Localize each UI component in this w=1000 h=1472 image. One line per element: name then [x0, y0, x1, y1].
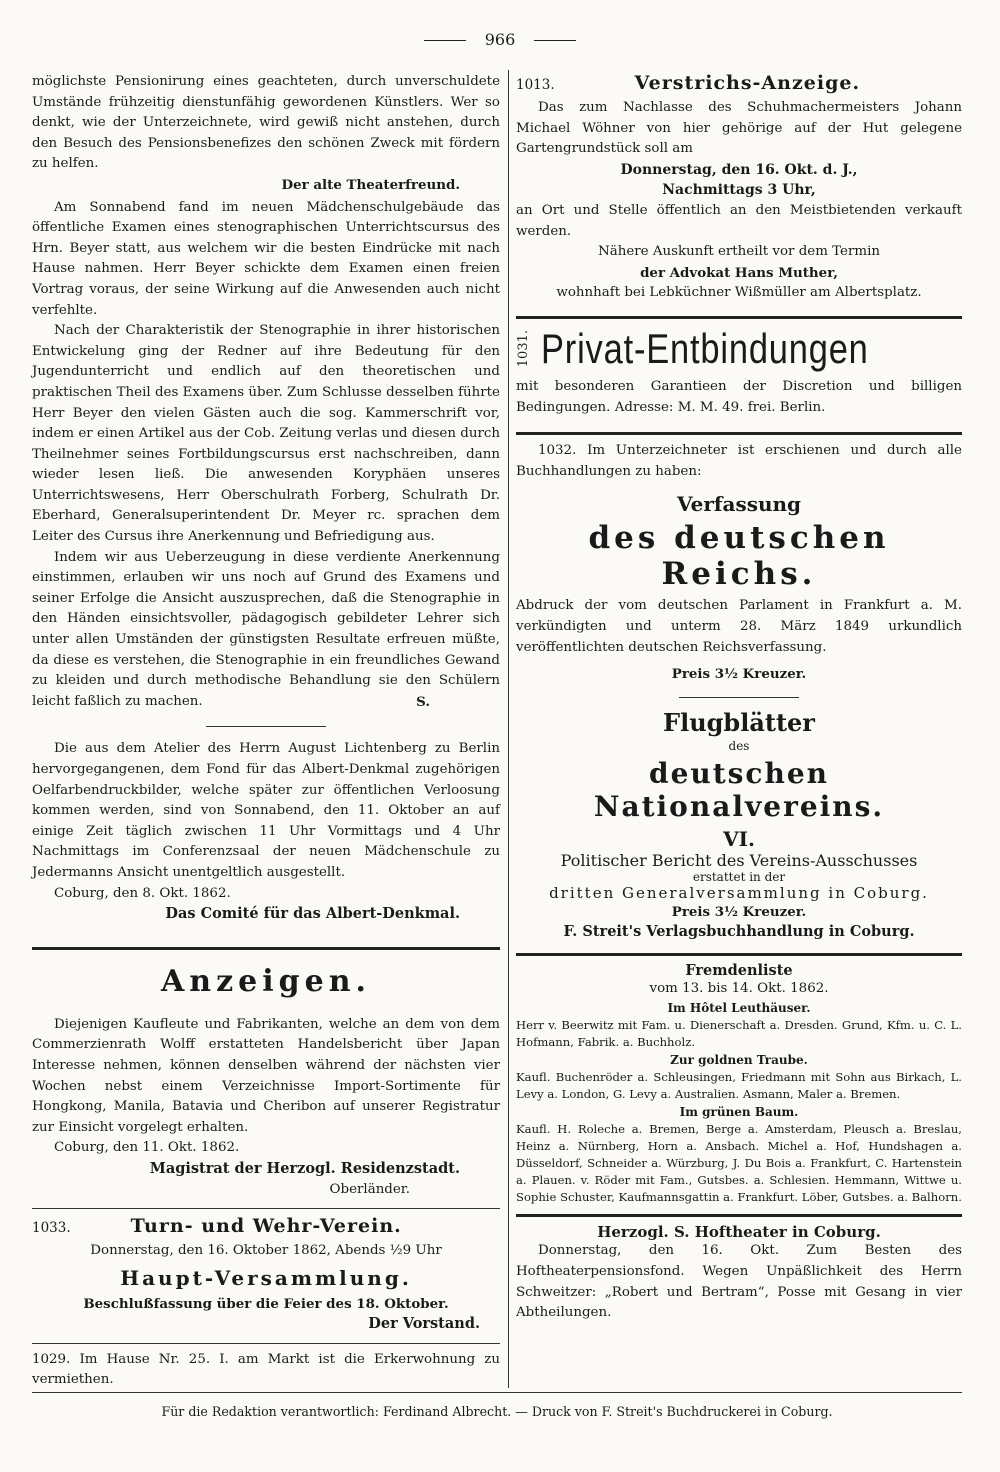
theater-text: Donnerstag, den 16. Okt. Zum Besten des Hoftheaterpensionsfond. Wegen Unpäßlichkeit des Herrn Schweitzer: „Robert und Bertram“, Posse mit Gesang in vier Abtheilungen.: [516, 1243, 962, 1321]
ad-1013-address: wohnhaft bei Lebküchner Wißmüller am Albertsplatz.: [556, 285, 922, 301]
fremdenliste-separator: [516, 953, 962, 956]
ad-1032-price: Preis 3½ Kreuzer.: [671, 666, 807, 683]
ad-1032-intro: 1032. Im Unterzeichneter ist erschienen und durch alle Buchhandlungen zu haben:: [516, 443, 962, 479]
ad-1032-title-5: Politischer Bericht des Vereins-Ausschusses: [560, 850, 918, 870]
column-divider: [508, 70, 509, 1388]
ad-1032-separator: [679, 697, 799, 698]
handelsbericht-date: Coburg, den 11. Okt. 1862.: [54, 1140, 240, 1156]
ad-1013-title: Verstrichs-Anzeige.: [634, 72, 861, 94]
ad-1013-title-row: [516, 72, 962, 94]
ad-1032-title-2: des deutschen Reichs.: [588, 520, 890, 593]
ad-1033-heading: Haupt-Versammlung.: [120, 1265, 412, 1290]
article-handelsbericht: Diejenigen Kaufleute und Fabrikanten, welche an dem von dem Commerzienrath Wolff erstatteten Handelsbericht über Japan Interesse nehmen, können denselben während der nächsten vier Wochen nebst einem Verzeichnisse Import-Sortimente für Hongkong, Manila, Batavia und Cheribon auf unserer Registratur zur Einsicht vorgelegt erhalten.: [32, 1016, 500, 1135]
ad-separator-1031: [516, 316, 962, 319]
ad-1032-title-1: Verfassung: [676, 492, 802, 517]
signature-oberlaender: Oberländer.: [329, 1181, 410, 1197]
ad-1032-text: Abdruck der vom deutschen Parlament in Frankfurt a. M. verkündigten und unterm 28. März 1849 urkundlich veröffentlichten deutschen Reichsverfassung.: [516, 598, 962, 655]
ad-1032-title-7: dritten Generalversammlung in Coburg.: [549, 883, 929, 902]
page-header: [0, 30, 1000, 49]
ad-1013-number: 1013.: [516, 77, 555, 93]
footer: Für die Redaktion verantwortlich: Ferdinand Albrecht. — Druck von F. Streit's Buchdruckerei in Coburg.: [161, 1404, 833, 1419]
ad-1033-title-row: [32, 1215, 500, 1237]
hotel-goldne-traube-guests: Kaufl. Buchenröder a. Schleusingen, Friedmann mit Sohn aus Birkach, L. Levy a. London, G. Levy a. Australien. Asmann, Maler a. Bremen.: [516, 1070, 962, 1102]
ad-1033-title: Turn- und Wehr-Verein.: [130, 1215, 402, 1238]
hotel-gruener-baum-guests: Kaufl. H. Roleche a. Bremen, Berge a. Amsterdam, Pleusch a. Breslau, Heinz a. Nürnberg, Horn a. Ansbach. Michel a. Hof, Hundshagen a. Düsseldorf, Schneider a. Würzburg, J. Du Bois a. Frankfurt, C. Hartenstein a. Plauen. v. Röder mit Fam., Gutsbes. a. Schlesien. Hemmann, Wittwe u. Sophie Schuster, Kaufmannsgattin a. Frankfurt. Löber, Gutsbes. a. Balhorn.: [516, 1122, 962, 1205]
page-number: 966: [484, 30, 516, 49]
fremdenliste-dates: vom 13. bis 14. Okt. 1862.: [649, 980, 829, 996]
ad-1033-agenda: Beschlußfassung über die Feier des 18. Oktober.: [83, 1295, 449, 1312]
theater-separator: [516, 1214, 962, 1217]
ad-1033-date: Donnerstag, den 16. Oktober 1862, Abends ½9 Uhr: [90, 1243, 442, 1259]
hotel-goldne-traube: Zur goldnen Traube.: [670, 1053, 808, 1068]
ad-1029: 1029. Im Hause Nr. 25. I. am Markt ist die Erkerwohnung zu vermiethen.: [32, 1351, 500, 1388]
hotel-leuthaeuser: Im Hôtel Leuthäuser.: [667, 1001, 811, 1016]
ad-1013-time: Nachmittags 3 Uhr,: [662, 182, 816, 199]
ad-1013-lawyer: der Advokat Hans Muther,: [640, 264, 838, 281]
article-stenography-opinion: [32, 548, 500, 713]
ad-1013-date: Donnerstag, den 16. Okt. d. J.,: [620, 161, 858, 178]
article-stenography-opinion-text: Indem wir aus Ueberzeugung in diese verdiente Anerkennung einstimmen, erlauben wir uns noch auf Grund des Examens und seiner Erfolge die Ansicht auszusprechen, daß die Stenographie in den Händen einsichtsvoller, pädagogisch gebildeter Lehrer sich unter allen Umständen der günstigsten Resultate erfreuen müßte, da diese es verstehen, die Stenographie in ein freundliches Gewand zu kleiden und durch methodische Behandlung sie den Schülern leicht faßlich zu machen.: [32, 549, 500, 709]
left-column: [32, 72, 500, 1391]
ad-separator-2: [32, 1343, 500, 1344]
ad-1032-price-2: Preis 3½ Kreuzer.: [671, 903, 807, 920]
anzeigen-heading: Anzeigen.: [161, 963, 371, 999]
ad-1031-text: mit besonderen Garantieen der Discretion und billigen Bedingungen. Adresse: M. M. 49. frei. Berlin.: [516, 378, 962, 415]
ad-1031-title: Privat-Entbindungen: [541, 324, 869, 372]
albert-denkmal-date: Coburg, den 8. Okt. 1862.: [54, 885, 231, 901]
hotel-gruener-baum: Im grünen Baum.: [679, 1105, 799, 1120]
section-rule: [32, 947, 500, 950]
footer-rule: [32, 1392, 962, 1393]
article-stenography-exam: Am Sonnabend fand im neuen Mädchenschulgebäude das öffentliche Examen eines stenographischen Unterrichtscursus des Hrn. Beyer statt, aus welchem wir die besten Eindrücke mit nach Hause nahmen. Herr Beyer schickte dem Examen einen freien Vortrag voraus, der seine Wirkung auf die Anwesenden auch nicht verfehlte.: [32, 199, 500, 318]
ad-1013-text: Das zum Nachlasse des Schuhmachermeisters Johann Michael Wöhner von hier gehörige auf der Hut gelegene Gartengrundstück soll am: [516, 100, 962, 157]
ad-1032-volume: VI.: [723, 826, 755, 851]
ad-1031-title-row: [516, 325, 962, 373]
hotel-leuthaeuser-guests: Herr v. Beerwitz mit Fam. u. Dienerschaft a. Dresden. Grund, Kfm. u. C. L. Hofmann, Fabrik. a. Buchholz.: [516, 1018, 962, 1050]
article-stenography-history: Nach der Charakteristik der Stenographie in ihrer historischen Entwickelung ging der Redner auf ihre Bedeutung für den Jugendunterricht und endlich auf den theoretischen und praktischen Theil des Examens über. Zum Schlusse desselben führte Herr Beyer den vielen Gästen auch die sog. Kammerschrift vor, indem er einen Artikel aus der Cob. Zeitung verlas und diesen durch Theilnehmer seines Fortbildungscursus erst nachschreiben, dann wieder lesen ließ. Die anwesenden Koryphäen unseres Unterrichtswesens, Herr Oberschulrath Forberg, Schulrath Dr. Eberhard, Generalsuperintendent Dr. Meyer rc. sprachen dem Leiter des Cursus ihre Anerkennung und Befriedigung aus.: [32, 323, 500, 545]
right-column: [516, 72, 962, 1324]
ad-1013-text-3: Nähere Auskunft ertheilt vor dem Termin: [598, 244, 880, 260]
separator: [206, 726, 326, 727]
signature-theaterfreund: Der alte Theaterfreund.: [281, 176, 460, 193]
article-pension: möglichste Pensionirung eines geachteten, durch unverschuldete Umstände frühzeitig dienstunfähig gewordenen Künstlers. Wer so denkt, wie der Unterzeichnete, wird gewiß nicht anstehen, durch den Besuch des Pensionsbenefizes den schönen Zweck mit fördern zu helfen.: [32, 74, 500, 172]
ad-1032-title-4: deutschen Nationalvereins.: [593, 756, 885, 823]
ad-1032-publisher: F. Streit's Verlagsbuchhandlung in Coburg.: [563, 923, 915, 941]
ad-1031-number: 1031.: [516, 330, 531, 368]
signature-magistrat: Magistrat der Herzogl. Residenzstadt.: [149, 1159, 460, 1177]
ad-1032-title-3: Flugblätter: [663, 707, 815, 737]
signature-comite: Das Comité für das Albert-Denkmal.: [165, 905, 460, 923]
theater-title: Herzogl. S. Hoftheater in Coburg.: [597, 1223, 881, 1242]
ad-separator-1032: [516, 432, 962, 435]
article-albert-denkmal: Die aus dem Atelier des Herrn August Lichtenberg zu Berlin hervorgegangenen, dem Fond für das Albert-Denkmal zugehörigen Oelfarbendruckbilder, welche später zur öffentlichen Verloosung kommen werden, sind von Sonnabend, den 11. Oktober an auf einige Zeit täglich zwischen 11 Uhr Vormittags und 4 Uhr Nachmittags im Conferenzsaal der neuen Mädchenschule zu Jedermanns Ansicht unentgeltlich ausgestellt.: [32, 741, 500, 880]
ad-1033-number: 1033.: [32, 1220, 71, 1237]
signature-s: S.: [416, 693, 430, 710]
ad-1033-signature: Der Vorstand.: [368, 1315, 480, 1333]
ad-1032-title-6: erstattet in der: [692, 869, 786, 884]
ad-1013-text-2: an Ort und Stelle öffentlich an den Meistbietenden verkauft werden.: [516, 202, 962, 239]
fremdenliste-title: Fremdenliste: [685, 961, 793, 979]
ad-1032-des: des: [728, 738, 750, 753]
ad-separator: [32, 1208, 500, 1209]
header-dash-left: [424, 40, 466, 41]
header-dash-right: [534, 40, 576, 41]
